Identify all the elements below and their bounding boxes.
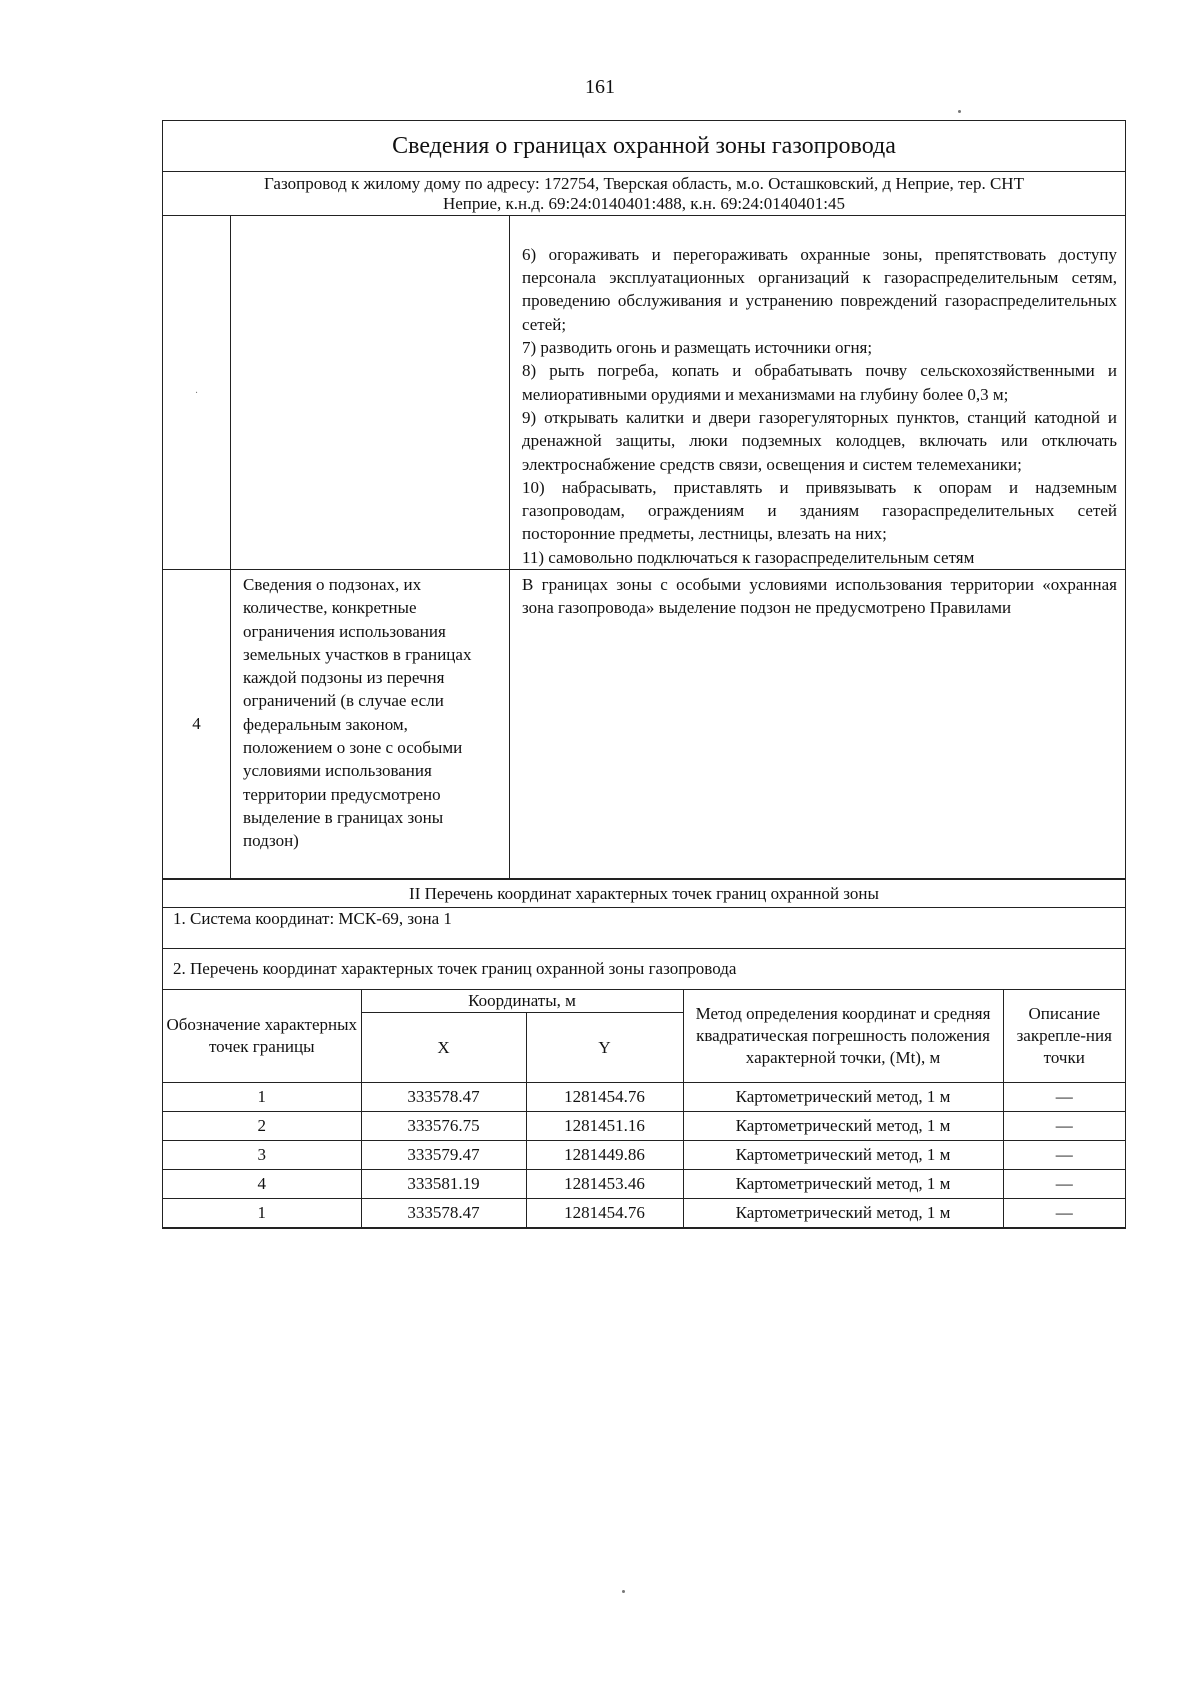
protection-zone-info-table <box>162 120 1126 1229</box>
prohibition-item: 11) самовольно подключаться к газораспределительным сетям <box>522 547 975 567</box>
point-y: 1281449.86 <box>526 1141 683 1170</box>
coords-header-row <box>163 990 1125 1013</box>
document-title: Сведения о границах охранной зоны газопровода <box>163 121 1125 172</box>
table-row <box>163 1170 1125 1199</box>
point-method: Картометрический метод, 1 м <box>683 1141 1003 1170</box>
point-x: 333578.47 <box>361 1083 526 1112</box>
section-2-title: II Перечень координат характерных точек границ охранной зоны <box>163 879 1125 907</box>
page-number: 161 <box>585 76 615 98</box>
row-number: 4 <box>163 570 231 879</box>
prohibitions-list <box>510 216 1126 570</box>
prohibition-item: 9) открывать калитки и двери газорегуляторных пунктов, станций катодной и дренажной защиты, люки подземных колодцев, включать или отключать электроснабжение средств связи, освещения и систем телемеханики; <box>522 407 1117 474</box>
scan-dot: · <box>194 388 199 400</box>
point-designation: 1 <box>163 1199 361 1228</box>
point-designation: 2 <box>163 1112 361 1141</box>
document-subtitle <box>163 172 1125 216</box>
point-y: 1281453.46 <box>526 1170 683 1199</box>
table-row-subzones <box>163 570 1125 879</box>
point-method: Картометрический метод, 1 м <box>683 1199 1003 1228</box>
subtitle-line-2: Неприе, к.н.д. 69:24:0140401:488, к.н. 69:24:0140401:45 <box>442 194 845 213</box>
prohibition-item: 6) огораживать и перегораживать охранные зоны, препятствовать доступу персонала эксплуатационных организаций к газораспределительным сетям, проведению обслуживания и устранению повреждений газораспределительных сетей; <box>522 244 1117 334</box>
point-x: 333576.75 <box>361 1112 526 1141</box>
header-x: X <box>361 1013 526 1083</box>
point-designation: 1 <box>163 1083 361 1112</box>
row-value: В границах зоны с особыми условиями использования территории «охранная зона газопровода» выделение подзон не предусмотрено Правилами <box>510 570 1126 879</box>
point-method: Картометрический метод, 1 м <box>683 1083 1003 1112</box>
point-method: Картометрический метод, 1 м <box>683 1112 1003 1141</box>
header-description: Описание закрепле-ния точки <box>1003 990 1125 1083</box>
point-method: Картометрический метод, 1 м <box>683 1170 1003 1199</box>
coordinate-system: 1. Система координат: МСК-69, зона 1 <box>163 907 1125 948</box>
point-description: — <box>1003 1199 1125 1228</box>
header-y: Y <box>526 1013 683 1083</box>
header-designation: Обозначение характерных точек границы <box>163 990 361 1083</box>
coordinates-table <box>163 989 1125 1228</box>
table-row <box>163 1083 1125 1112</box>
point-description: — <box>1003 1112 1125 1141</box>
scan-speck <box>958 110 961 113</box>
point-y: 1281454.76 <box>526 1083 683 1112</box>
prohibition-item: 10) набрасывать, приставлять и привязывать к опорам и надземным газопроводам, ограждениям и зданиям газораспределительных сетей посторонние предметы, лестницы, влезать на них; <box>522 477 1117 544</box>
header-method: Метод определения координат и средняя квадратическая погрешность положения характерной точки, (Mt), м <box>683 990 1003 1083</box>
header-coordinates: Координаты, м <box>361 990 683 1013</box>
point-designation: 4 <box>163 1170 361 1199</box>
point-x: 333579.47 <box>361 1141 526 1170</box>
info-table <box>163 216 1125 879</box>
table-row <box>163 1199 1125 1228</box>
table-row-prohibitions <box>163 216 1125 570</box>
point-x: 333581.19 <box>361 1170 526 1199</box>
row-number-cell <box>163 216 231 570</box>
point-y: 1281451.16 <box>526 1112 683 1141</box>
prohibition-item: 7) разводить огонь и размещать источники огня; <box>522 338 873 358</box>
table-row <box>163 1112 1125 1141</box>
row-name-cell <box>231 216 510 570</box>
row-name: Сведения о подзонах, их количестве, конкретные ограничения использования земельных участков в границах каждой подзоны из перечня ограничений (в случае если федеральным законом, положением о зоне с особыми условиями использования территории предусмотрено выделение в границах зоны подзон) <box>231 570 510 879</box>
table-row <box>163 1141 1125 1170</box>
point-description: — <box>1003 1141 1125 1170</box>
coordinates-list-title: 2. Перечень координат характерных точек границ охранной зоны газопровода <box>163 948 1125 989</box>
subtitle-line-1: Газопровод к жилому дому по адресу: 172754, Тверская область, м.о. Осташковский, д Неприе, тер. СНТ <box>264 174 1024 193</box>
scan-speck <box>622 1590 625 1593</box>
point-y: 1281454.76 <box>526 1199 683 1228</box>
point-description: — <box>1003 1083 1125 1112</box>
point-description: — <box>1003 1170 1125 1199</box>
point-designation: 3 <box>163 1141 361 1170</box>
point-x: 333578.47 <box>361 1199 526 1228</box>
prohibition-item: 8) рыть погреба, копать и обрабатывать почву сельскохозяйственными и мелиоративными орудиями и механизмами на глубину более 0,3 м; <box>522 361 1117 404</box>
